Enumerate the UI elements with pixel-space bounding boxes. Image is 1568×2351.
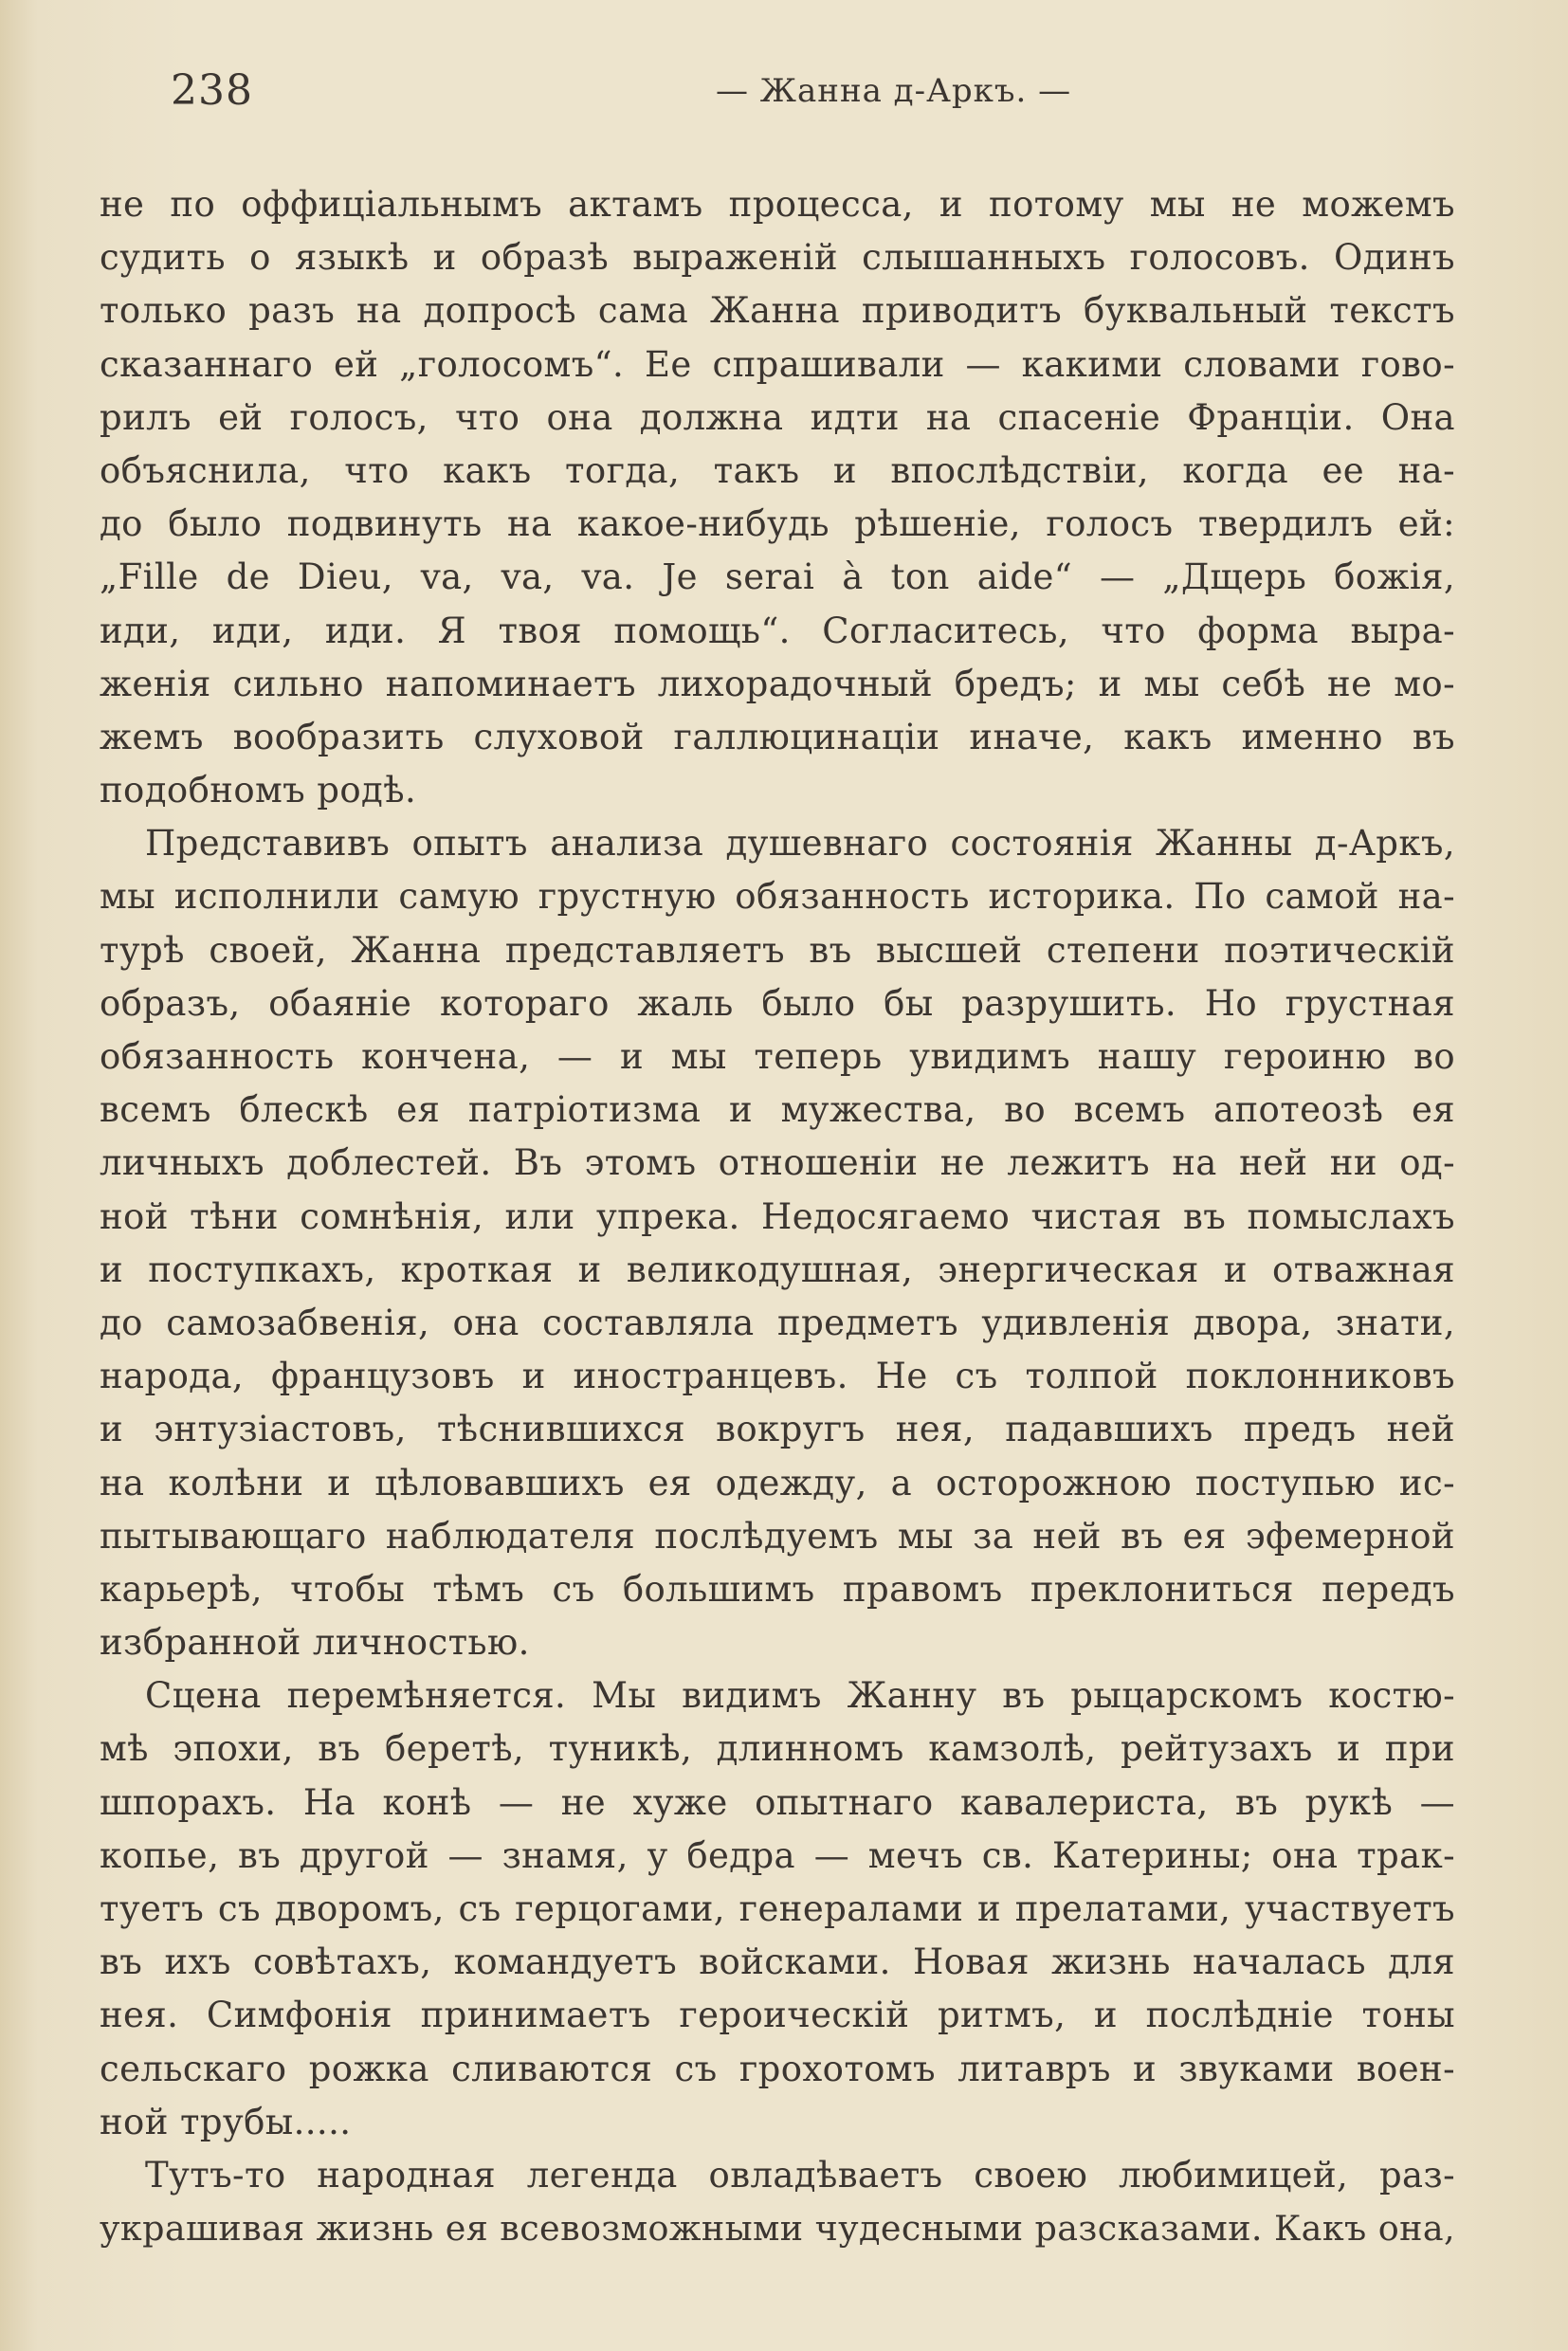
text-line: иди, иди, иди. Я твоя помощь“. Согласитесь, что форма выра- [100, 610, 1455, 651]
text-line: шпорахъ. На конѣ — не хуже опытнаго кавалериста, въ рукѣ — [100, 1781, 1455, 1823]
text-line: избранной личностью. [100, 1622, 530, 1664]
text-line: Тутъ-то народная легенда овладѣваетъ своею любимицей, раз- [145, 2154, 1455, 2196]
text-line: только разъ на допросѣ сама Жанна приводитъ буквальный текстъ [100, 290, 1455, 332]
text-line: карьерѣ, чтобы тѣмъ съ большимъ правомъ преклониться передъ [100, 1568, 1455, 1610]
text-line: сказаннаго ей „голосомъ“. Ее спрашивали — какими словами гово- [100, 343, 1455, 385]
text-line: туетъ съ дворомъ, съ герцогами, генералами и прелатами, участвуетъ [100, 1888, 1455, 1929]
text-line: и поступкахъ, кроткая и великодушная, энергическая и отважная [100, 1248, 1455, 1290]
text-line: „Fille de Dieu, va, va, va. Je serai à ton aide“ — „Дщерь божія, [100, 556, 1455, 598]
text-line: подобномъ родѣ. [100, 770, 417, 811]
text-line: не по оффиціальнымъ актамъ процесса, и потому мы не можемъ [100, 184, 1455, 225]
text-line: Сцена перемѣняется. Мы видимъ Жанну въ рыцарскомъ костю- [145, 1675, 1455, 1717]
text-line: нея. Симфонія принимаетъ героическій ритмъ, и послѣдніе тоны [100, 1995, 1455, 2036]
text-line: жемъ вообразить слуховой галлюцинаціи иначе, какъ именно въ [100, 716, 1455, 757]
text-line: въ ихъ совѣтахъ, командуетъ войсками. Новая жизнь началась для [100, 1941, 1455, 1983]
page-header [171, 66, 1454, 123]
text-line: ной трубы..... [100, 2101, 352, 2142]
text-line: и энтузіастовъ, тѣснившихся вокругъ нея, падавшихъ предъ ней [100, 1409, 1455, 1450]
text-line: ной тѣни сомнѣнія, или упрека. Недосягаемо чистая въ помыслахъ [100, 1195, 1455, 1237]
text-line: образъ, обаяніе котораго жаль было бы разрушить. Но грустная [100, 982, 1455, 1024]
text-line: сельскаго рожка сливаются съ грохотомъ литавръ и звуками воен- [100, 2048, 1455, 2089]
text-line: на колѣни и цѣловавшихъ ея одежду, а осторожною поступью ис- [100, 1462, 1455, 1504]
text-line: рилъ ей голосъ, что она должна идти на спасеніе Франціи. Она [100, 396, 1455, 438]
text-line: пытывающаго наблюдателя послѣдуемъ мы за ней въ ея эфемерной [100, 1515, 1455, 1557]
page-number: 238 [171, 66, 253, 115]
text-line: мы исполнили самую грустную обязанность историка. По самой на- [100, 876, 1455, 918]
text-line: обязанность кончена, — и мы теперь увидимъ нашу героиню во [100, 1036, 1455, 1077]
text-line: личныхъ доблестей. Въ этомъ отношеніи не лежитъ на ней ни од- [100, 1142, 1455, 1184]
text-line: до было подвинуть на какое-нибудь рѣшеніе, голосъ твердилъ ей: [100, 503, 1455, 545]
text-line: копье, въ другой — знамя, у бедра — мечъ св. Катерины; она трак- [100, 1834, 1455, 1876]
text-line: женія сильно напоминаетъ лихорадочный бредъ; и мы себѣ не мо- [100, 663, 1455, 704]
text-line: турѣ своей, Жанна представляетъ въ высшей степени поэтическій [100, 929, 1455, 971]
text-line: украшивая жизнь ея всевозможными чудесными разсказами. Какъ она, [100, 2208, 1455, 2250]
text-line: народа, французовъ и иностранцевъ. Не съ толпой поклонниковъ [100, 1356, 1455, 1397]
text-line: до самозабвенія, она составляла предметъ удивленія двора, знати, [100, 1302, 1455, 1343]
text-line: всемъ блескѣ ея патріотизма и мужества, во всемъ апотеозѣ ея [100, 1089, 1455, 1131]
text-line: мѣ эпохи, въ беретѣ, туникѣ, длинномъ камзолѣ, рейтузахъ и при [100, 1728, 1455, 1770]
running-title: — Жанна д-Аркъ. — [716, 72, 1072, 110]
body-text [100, 178, 1455, 2255]
text-line: объяснила, что какъ тогда, такъ и впослѣдствіи, когда ее на- [100, 449, 1455, 491]
text-line: судить о языкѣ и образѣ выраженій слышанныхъ голосовъ. Одинъ [100, 237, 1455, 279]
text-line: Представивъ опытъ анализа душевнаго состоянія Жанны д-Аркъ, [145, 823, 1455, 865]
